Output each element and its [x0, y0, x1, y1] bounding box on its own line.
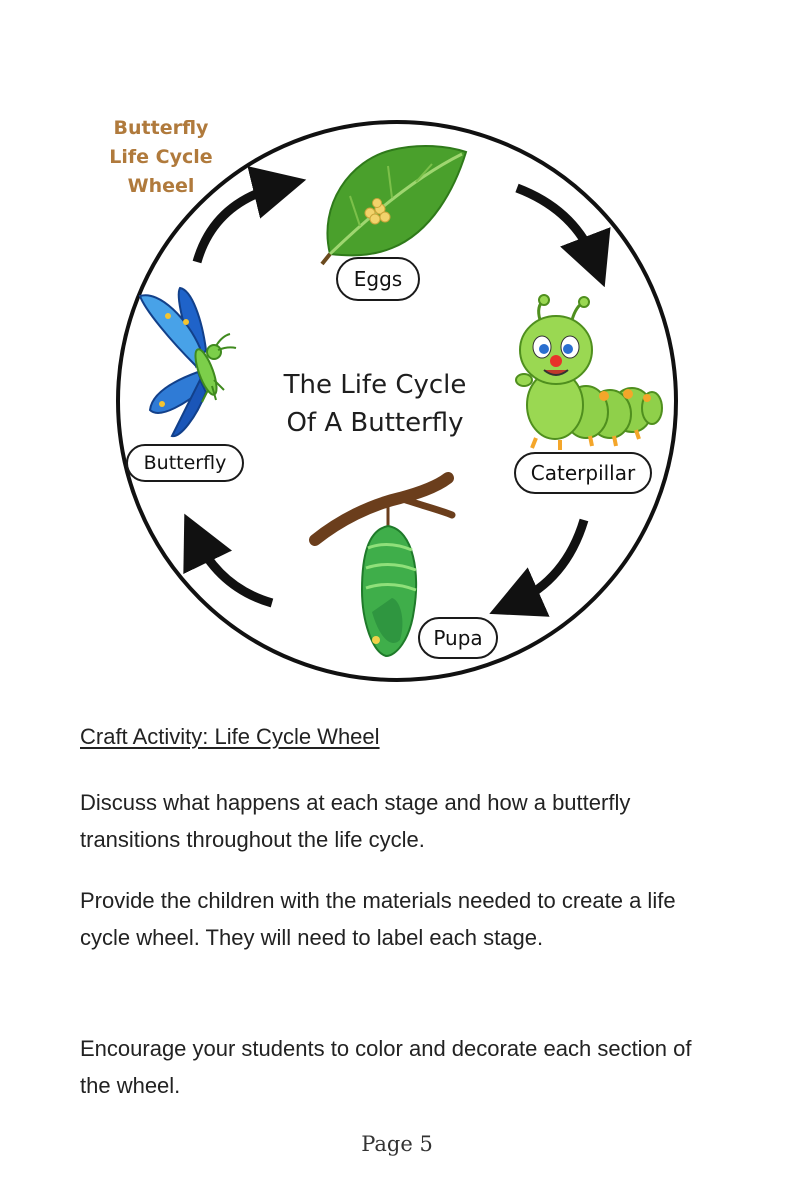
stage-label-pupa: Pupa: [418, 617, 498, 659]
arrow-caterpillar-to-pupa: [514, 520, 584, 603]
wheel-title-line-2: Life Cycle: [109, 146, 213, 168]
stage-label-eggs: Eggs: [336, 257, 420, 301]
stage-label-butterfly: Butterfly: [126, 444, 244, 482]
stage-label-caterpillar: Caterpillar: [514, 452, 652, 494]
paragraph-materials: Provide the children with the materials needed to create a life cycle wheel. They will need to label each stage.: [80, 888, 676, 950]
arrow-eggs-to-caterpillar: [517, 188, 595, 262]
wheel-title: [96, 114, 226, 201]
caterpillar-icon: [516, 295, 662, 450]
leaf-with-eggs-icon: [322, 146, 466, 264]
arrow-pupa-to-butterfly: [196, 538, 272, 603]
craft-activity-heading: Craft Activity: Life Cycle Wheel: [80, 724, 380, 749]
center-title-line-2: Of A Butterfly: [286, 408, 464, 438]
page-number: Page 5: [361, 1132, 433, 1156]
butterfly-icon: [140, 288, 236, 436]
wheel-title-line-3: Wheel: [127, 175, 195, 197]
paragraph-discuss: Discuss what happens at each stage and how a butterfly transitions throughout the life cycle.: [80, 790, 631, 852]
center-title-line-1: The Life Cycle: [283, 370, 467, 400]
paragraph-encourage: Encourage your students to color and decorate each section of the wheel.: [80, 1036, 692, 1098]
center-title: [250, 366, 500, 442]
wheel-title-line-1: Butterfly: [113, 117, 209, 139]
